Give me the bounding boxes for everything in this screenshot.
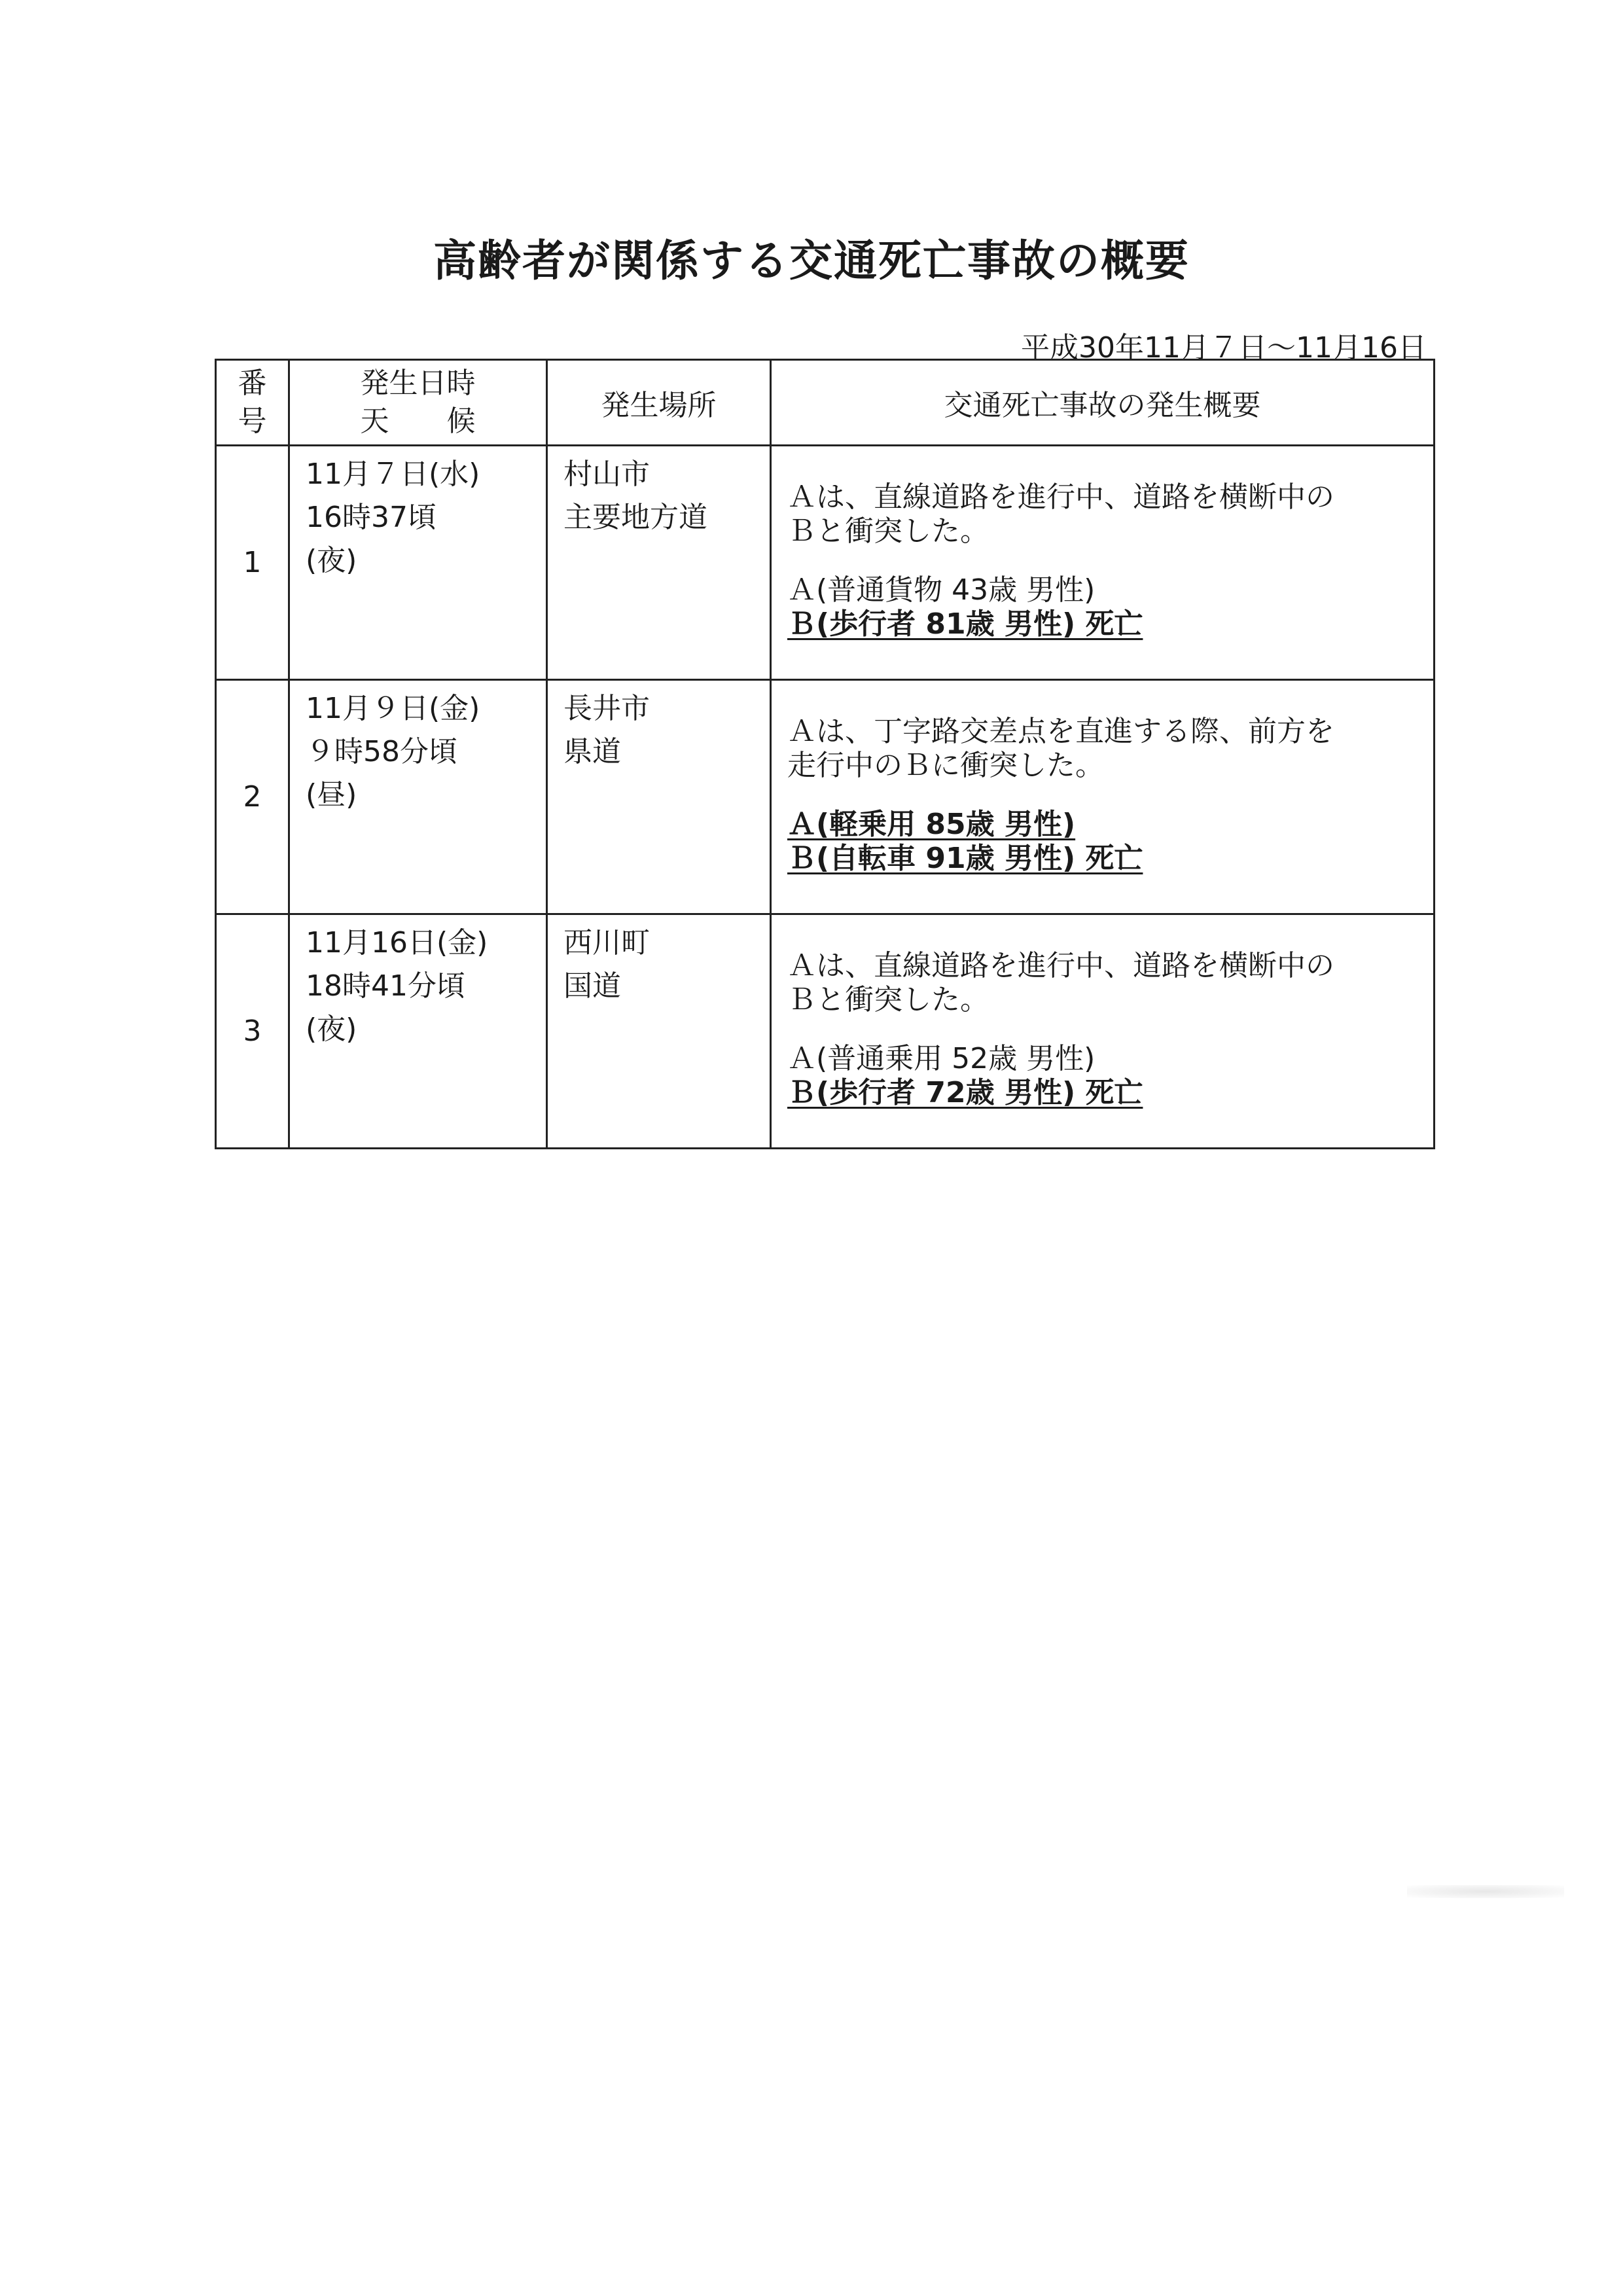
row-number: 3 [216,914,289,1149]
header-datetime-line-1: 発生日時 [360,367,476,400]
row-party-b: Ｂ(歩行者 72歳 男性) 死亡 [787,1076,1143,1109]
row-weather: (夜) [306,544,357,577]
row-time: 18時41分頃 [306,969,465,1003]
row-weather: (昼) [306,778,357,812]
header-datetime-line-2: 天 候 [360,404,476,438]
row-datetime [289,446,547,680]
row-city: 村山市 [563,457,650,491]
row-place [547,446,771,680]
scan-smudge [1407,1885,1564,1898]
row-date: 11月７日(水) [306,457,480,491]
row-city: 西川町 [563,926,650,960]
row-place [547,914,771,1149]
header-number [216,360,289,446]
table-header-row [216,360,1435,446]
row-datetime [289,914,547,1149]
table-row [216,446,1435,680]
row-city: 長井市 [563,692,650,725]
date-range: 平成30年11月７日～11月16日 [1021,331,1427,365]
row-time: 16時37頃 [306,501,437,534]
row-summary [771,446,1435,680]
row-number: 1 [216,446,289,680]
row-party-b: Ｂ(歩行者 81歳 男性) 死亡 [787,607,1143,641]
row-number: 2 [216,680,289,914]
header-summary: 交通死亡事故の発生概要 [771,360,1435,446]
page-title: 高齢者が関係する交通死亡事故の概要 [433,236,1190,286]
header-number-line-2: 号 [238,404,267,438]
accident-summary-table [215,359,1435,1149]
header-number-line-1: 番 [238,367,267,400]
row-place [547,680,771,914]
row-party-a: Ａ(普通貨物 43歳 男性) [787,573,1096,607]
header-datetime [289,360,547,446]
row-road: 県道 [563,735,621,768]
row-party-a: Ａ(軽乗用 85歳 男性) [787,808,1076,841]
row-date: 11月16日(金) [306,926,488,960]
table-row [216,680,1435,914]
row-road: 主要地方道 [563,501,707,534]
row-time: ９時58分頃 [306,735,457,768]
row-party-a: Ａ(普通乗用 52歳 男性) [787,1042,1096,1075]
row-summary [771,914,1435,1149]
row-weather: (夜) [306,1013,357,1046]
header-place: 発生場所 [547,360,771,446]
row-summary [771,680,1435,914]
table-row [216,914,1435,1149]
row-datetime [289,680,547,914]
row-road: 国道 [563,969,621,1003]
row-description: Ａは、直線道路を進行中、道路を横断中の Ｂと衝突した。 [787,480,1334,548]
row-description: Ａは、直線道路を進行中、道路を横断中の Ｂと衝突した。 [787,949,1334,1016]
row-party-b: Ｂ(自転車 91歳 男性) 死亡 [787,842,1143,875]
row-description: Ａは、丁字路交差点を直進する際、前方を 走行中のＢに衝突した。 [787,715,1334,782]
row-date: 11月９日(金) [306,692,480,725]
